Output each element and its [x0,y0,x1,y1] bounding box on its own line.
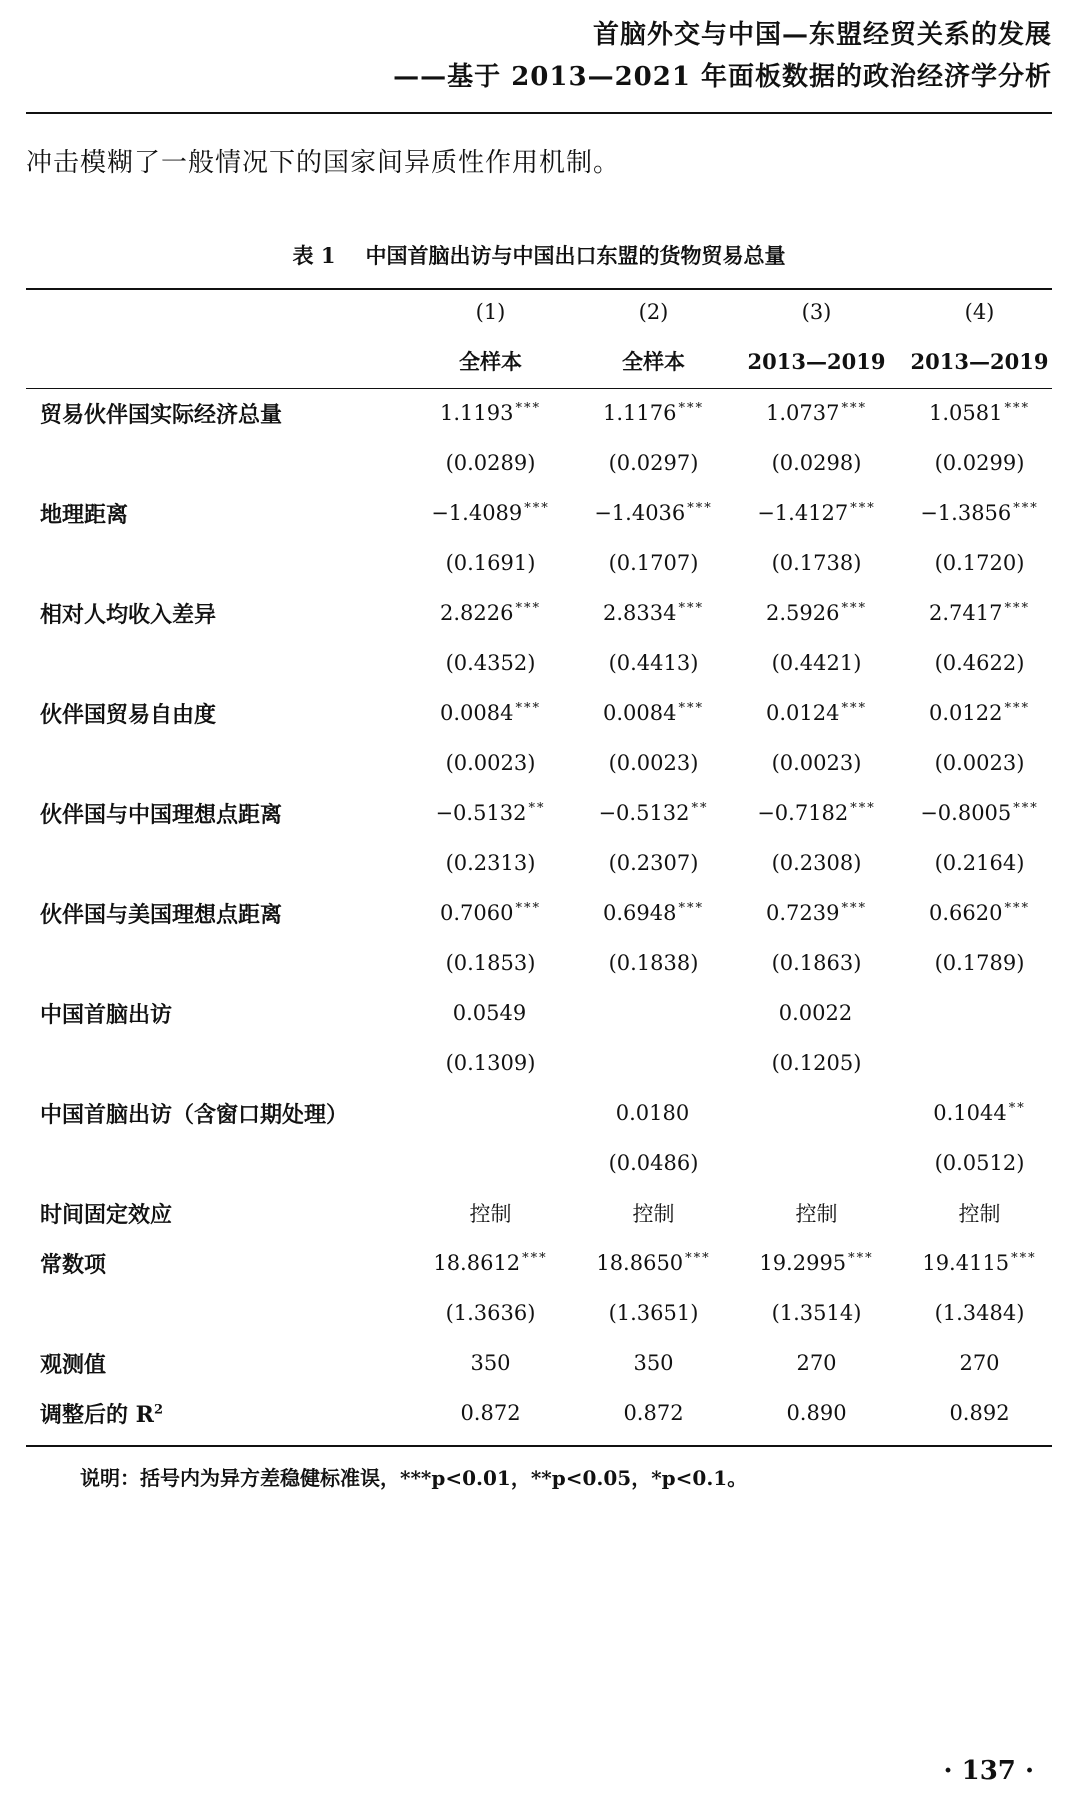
table-bottom-rule [26,1445,1052,1447]
significance-stars: *** [841,901,867,916]
column-index: (1) [475,300,506,324]
value-cell: 350 [470,1351,511,1375]
value-cell: 270 [959,1351,1000,1375]
standard-error-cell: (0.2313) [445,851,536,875]
standard-error-row [26,538,1061,588]
variable-label: 观测值 [40,1351,107,1378]
standard-error-row [26,438,1061,488]
coefficient-value: 19.2995 [759,1251,847,1275]
coefficient-value: 18.8612 [433,1251,521,1275]
coefficient-cell [409,388,572,438]
value-cell: 控制 [632,1202,675,1226]
coefficient-value: 0.6948 [603,901,677,925]
significance-stars: *** [841,701,867,716]
significance-stars: *** [678,601,704,616]
variable-label-empty [26,738,409,788]
coefficient-cell [409,1238,572,1288]
standard-error-cell: (0.4421) [771,651,862,675]
running-head-subtitle: ——基于 2013—2021 年面板数据的政治经济学分析 [393,62,1052,92]
standard-error-cell: (0.0297) [608,451,699,475]
variable-label: 伙伴国贸易自由度 [40,701,217,728]
significance-stars: *** [1011,1251,1037,1266]
standard-error-row [26,838,1061,888]
r-squared-row [26,1388,1061,1438]
standard-error-cell: (0.0289) [445,451,536,475]
coefficient-row [26,1088,1061,1138]
coefficient-cell [735,788,898,838]
standard-error-cell: (0.4622) [934,651,1025,675]
coefficient-value: 2.8334 [603,601,677,625]
variable-label: 中国首脑出访（含窗口期处理） [40,1101,349,1128]
standard-error-cell: (0.2307) [608,851,699,875]
coefficient-value: 0.0122 [929,701,1003,725]
significance-stars: *** [522,1251,548,1266]
value-cell: 控制 [958,1202,1001,1226]
coefficient-value: 2.7417 [929,601,1003,625]
coefficient-cell [735,688,898,738]
standard-error-cell: (0.1738) [771,551,862,575]
coefficient-cell [898,1088,1061,1138]
significance-stars: ** [528,801,546,816]
coefficient-cell [572,388,735,438]
significance-stars: *** [850,801,876,816]
coefficient-value: 0.0022 [778,1001,853,1025]
standard-error-cell: (1.3514) [771,1301,862,1325]
regression-table [26,290,1061,1438]
variable-label-empty [26,1138,409,1188]
standard-error-cell: (0.1691) [445,551,536,575]
coefficient-cell [735,488,898,538]
standard-error-cell: (0.0486) [608,1151,699,1175]
standard-error-cell: (1.3484) [934,1301,1025,1325]
coefficient-cell [409,688,572,738]
page-number: · 137 · [943,1756,1034,1786]
table-title: 中国首脑出访与中国出口东盟的货物贸易总量 [365,243,786,268]
standard-error-cell: (1.3636) [445,1301,536,1325]
header-rule [26,112,1052,114]
coefficient-row [26,888,1061,938]
coefficient-cell [409,788,572,838]
r-squared-superscript: 2 [153,1402,163,1418]
coefficient-cell [409,488,572,538]
table-number: 表 1 [292,243,336,268]
fixed-effects-row [26,1188,1061,1238]
coefficient-row [26,388,1061,438]
r-squared-label-text: 调整后的 R [40,1401,154,1428]
variable-label-empty [26,1288,409,1338]
coefficient-cell [409,1088,572,1138]
standard-error-cell: (0.1863) [771,951,862,975]
coefficient-row [26,688,1061,738]
standard-error-cell [898,1038,1061,1088]
coefficient-value: 1.0737 [766,401,840,425]
coefficient-value: 0.0124 [766,701,840,725]
standard-error-row [26,1038,1061,1088]
coefficient-cell [409,888,572,938]
coefficient-cell [409,988,572,1038]
coefficient-cell [898,1238,1061,1288]
running-head [393,14,1052,98]
standard-error-cell: (0.4413) [608,651,699,675]
coefficient-cell [898,688,1061,738]
column-index: (2) [638,300,669,324]
column-index: (4) [964,300,995,324]
standard-error-cell: (0.1789) [934,951,1025,975]
coefficient-value: 0.1044 [933,1101,1007,1125]
standard-error-cell: (0.1853) [445,951,536,975]
coefficient-value: 0.0180 [615,1101,690,1125]
variable-label: 伙伴国与美国理想点距离 [40,901,283,928]
standard-error-row [26,638,1061,688]
variable-label-empty [26,938,409,988]
variable-label-empty [26,838,409,888]
coefficient-cell [572,888,735,938]
significance-stars: *** [678,901,704,916]
coefficient-cell [898,388,1061,438]
column-sample-row [26,334,1061,388]
coefficient-row [26,788,1061,838]
running-head-title: 首脑外交与中国—东盟经贸关系的发展 [592,20,1052,50]
significance-stars: *** [515,701,541,716]
standard-error-cell [572,1038,735,1088]
coefficient-cell [572,488,735,538]
coefficient-value: −1.4036 [594,501,686,525]
standard-error-cell: (0.1205) [771,1051,862,1075]
significance-stars: *** [848,1251,874,1266]
significance-stars: *** [515,901,541,916]
coefficient-cell [735,1088,898,1138]
column-index-row [26,290,1061,334]
significance-stars: *** [1013,801,1039,816]
standard-error-cell: (0.0299) [934,451,1025,475]
coefficient-cell [898,488,1061,538]
coefficient-value: 1.0581 [929,401,1003,425]
variable-label: 时间固定效应 [40,1201,173,1228]
coefficient-row [26,1238,1061,1288]
standard-error-row [26,938,1061,988]
standard-error-row [26,738,1061,788]
standard-error-cell: (0.1838) [608,951,699,975]
coefficient-value: −0.8005 [920,801,1012,825]
value-cell: 0.890 [786,1401,847,1425]
coefficient-value: 0.6620 [929,901,1003,925]
value-cell: 350 [633,1351,674,1375]
standard-error-cell: (0.0298) [771,451,862,475]
coefficient-cell [572,788,735,838]
significance-stars: *** [1013,501,1039,516]
standard-error-cell [409,1138,572,1188]
standard-error-cell: (0.0023) [445,751,536,775]
coefficient-value: 0.0084 [440,701,514,725]
table-caption [0,240,1078,270]
coefficient-cell [572,588,735,638]
column-sample: 全样本 [459,349,522,374]
table-note: 说明：括号内为异方差稳健标准误，***p<0.01，**p<0.05，*p<0.1。 [80,1466,748,1490]
significance-stars: *** [678,701,704,716]
significance-stars: *** [1004,601,1030,616]
observations-row [26,1338,1061,1388]
body-paragraph: 冲击模糊了一般情况下的国家间异质性作用机制。 [26,148,621,178]
coefficient-value: 2.8226 [440,601,514,625]
standard-error-row [26,1288,1061,1338]
variable-label: 地理距离 [40,501,129,528]
value-cell: 270 [796,1351,837,1375]
coefficient-cell [735,888,898,938]
variable-label: 相对人均收入差异 [40,601,217,628]
coefficient-cell [898,988,1061,1038]
coefficient-value: −0.7182 [757,801,849,825]
coefficient-cell [409,588,572,638]
value-cell: 0.872 [623,1401,684,1425]
significance-stars: *** [685,1251,711,1266]
coefficient-row [26,588,1061,638]
significance-stars: *** [850,501,876,516]
value-cell: 0.892 [949,1401,1010,1425]
standard-error-cell: (0.1720) [934,551,1025,575]
variable-label [26,1388,409,1438]
significance-stars: *** [515,401,541,416]
coefficient-value: 0.0549 [452,1001,527,1025]
value-cell: 控制 [795,1202,838,1226]
coefficient-cell [898,788,1061,838]
column-sample: 2013—2019 [910,348,1049,374]
variable-label: 中国首脑出访 [40,1001,173,1028]
significance-stars: *** [687,501,713,516]
table-body [26,388,1061,1438]
coefficient-row [26,488,1061,538]
variable-label-empty [26,1038,409,1088]
coefficient-cell [735,388,898,438]
variable-label: 伙伴国与中国理想点距离 [40,801,283,828]
significance-stars: *** [515,601,541,616]
coefficient-cell [572,988,735,1038]
column-sample: 全样本 [622,349,685,374]
coefficient-cell [898,888,1061,938]
coefficient-row [26,988,1061,1038]
standard-error-cell: (0.1707) [608,551,699,575]
standard-error-cell: (0.0023) [934,751,1025,775]
coefficient-value: −0.5132 [435,801,527,825]
value-cell: 0.872 [460,1401,521,1425]
coefficient-cell [735,1238,898,1288]
standard-error-cell: (0.1309) [445,1051,536,1075]
value-cell: 控制 [469,1202,512,1226]
standard-error-row [26,1138,1061,1188]
coefficient-cell [735,988,898,1038]
standard-error-cell [735,1138,898,1188]
standard-error-cell: (0.2308) [771,851,862,875]
standard-error-cell: (0.0023) [771,751,862,775]
coefficient-value: 18.8650 [596,1251,684,1275]
significance-stars: *** [841,601,867,616]
coefficient-cell [735,588,898,638]
significance-stars: *** [524,501,550,516]
coefficient-cell [572,1088,735,1138]
significance-stars: *** [1004,901,1030,916]
significance-stars: ** [691,801,709,816]
variable-label-empty [26,638,409,688]
significance-stars: *** [678,401,704,416]
coefficient-value: 0.0084 [603,701,677,725]
coefficient-value: 0.7060 [440,901,514,925]
standard-error-cell: (0.0512) [934,1151,1025,1175]
variable-label: 贸易伙伴国实际经济总量 [40,401,283,428]
coefficient-cell [898,588,1061,638]
column-sample: 2013—2019 [747,348,886,374]
coefficient-cell [572,688,735,738]
variable-label-empty [26,538,409,588]
coefficient-value: 1.1193 [440,401,514,425]
coefficient-value: −1.4127 [757,501,849,525]
coefficient-value: 2.5926 [766,601,840,625]
coefficient-value: 0.7239 [766,901,840,925]
coefficient-value: 1.1176 [603,401,677,425]
standard-error-cell: (0.4352) [445,651,536,675]
column-index: (3) [801,300,832,324]
coefficient-value: −0.5132 [598,801,690,825]
significance-stars: *** [1004,701,1030,716]
variable-label-empty [26,438,409,488]
standard-error-cell: (0.0023) [608,751,699,775]
significance-stars: ** [1008,1101,1026,1116]
coefficient-value: −1.3856 [920,501,1012,525]
significance-stars: *** [1004,401,1030,416]
standard-error-cell: (1.3651) [608,1301,699,1325]
coefficient-cell [572,1238,735,1288]
variable-label: 常数项 [40,1251,107,1278]
standard-error-cell: (0.2164) [934,851,1025,875]
coefficient-value: 19.4115 [922,1251,1010,1275]
significance-stars: *** [841,401,867,416]
coefficient-value: −1.4089 [431,501,523,525]
